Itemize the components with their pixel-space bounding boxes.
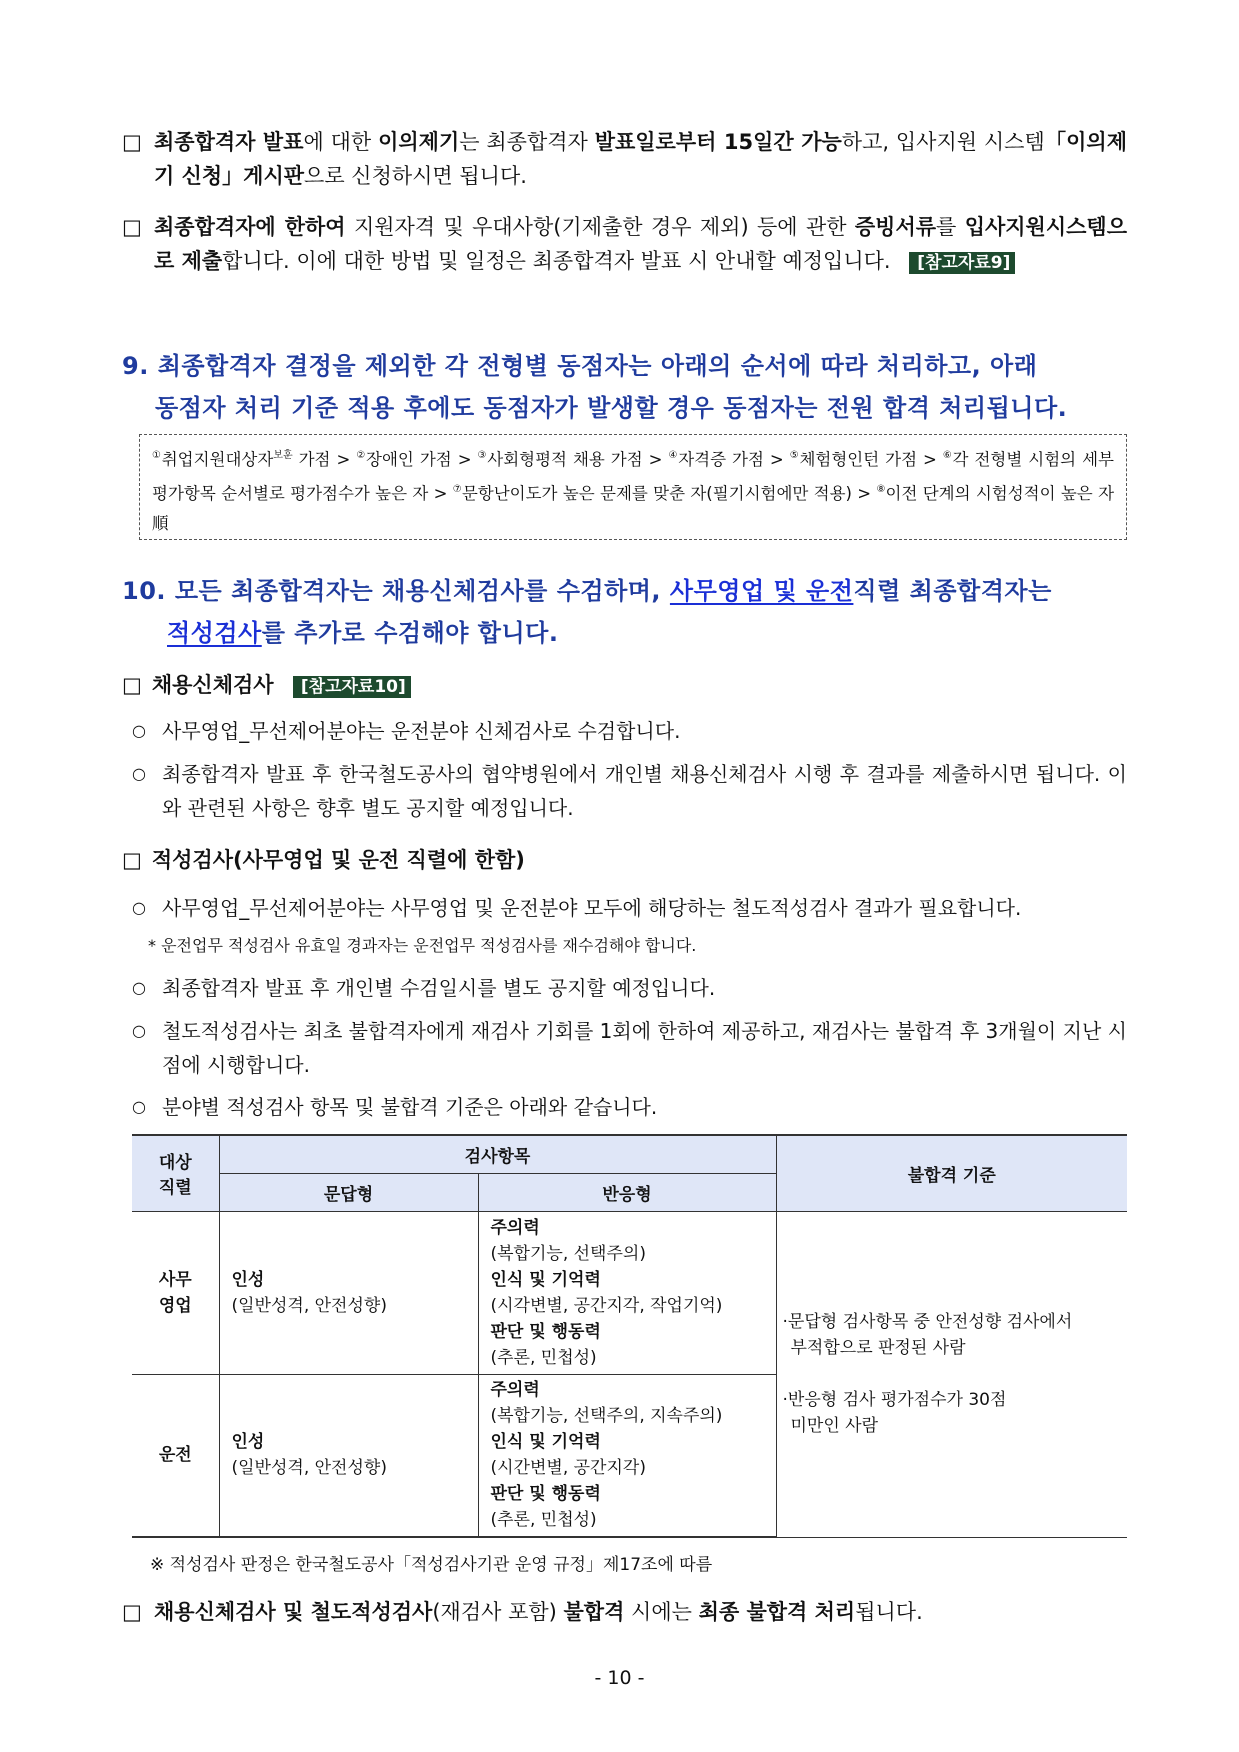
section-10-heading: 10. 모든 최종합격자는 채용신체검사를 수검하며, 사무영업 및 운전직렬 최종합격자는 적성검사를 추가로 수검해야 합니다. bbox=[122, 577, 1052, 647]
aptitude-subheading: □ 적성검사(사무영업 및 운전 직렬에 한함) bbox=[122, 848, 525, 872]
tie-break-rules-box: ①취업지원대상자$^{보훈}$ 가점 > ②장애인 가점 > ③사회형평적 채용 가점 > ④자격증 가점 > ⑤체험형인턴 가점 > ⑥각 전형별 시험의 세부 평가항목 순서별로 평가점수가 높은 자 > ⑦문항난이도가 높은 문제를 맞춘 자(필기시험에만 적용) > ⑧이전 단계의 시험성적이 높은 자 順 bbox=[139, 434, 1127, 540]
objection-paragraph: □ 최종합격자 발표에 대한 이의제기는 최종합격자 발표일로부터 15일간 가능하고, 입사지원 시스템「이의제기 신청」게시판으로 신청하시면 됩니다. bbox=[122, 125, 1127, 193]
page-number: - 10 - bbox=[594, 1667, 645, 1689]
list-item: ○ 사무영업_무선제어분야는 운전분야 신체검사로 수검합니다. bbox=[132, 719, 681, 743]
table-row: 사무 영업 인성 (일반성격, 안전성향) 주의력 (복합기능, 선택주의) 인식 및 기억력 (시각변별, 공간지각, 작업기억) 판단 및 행동력 (추론, 민첩성) ·문답형 검사항목 중 안전성향 검사에서 부적합으로 판정된 사람 ·반응형 검사 평가점수가 30점 미만인 사람 bbox=[132, 1211, 1127, 1374]
header-questionnaire: 문답형 bbox=[219, 1173, 478, 1211]
office-driving-link[interactable]: 사무영업 및 운전 bbox=[669, 577, 854, 605]
header-reaction: 반응형 bbox=[478, 1173, 776, 1211]
section-9-heading: 9. 최종합격자 결정을 제외한 각 전형별 동점자는 아래의 순서에 따라 처리하고, 아래 동점자 처리 기준 적용 후에도 동점자가 발생할 경우 동점자는 전원 합격 처리됩니다. bbox=[122, 352, 1068, 422]
checkbox-bullet: □ bbox=[122, 130, 142, 154]
header-fail-criteria: 불합격 기준 bbox=[776, 1135, 1127, 1211]
regulation-note: ※ 적성검사 판정은 한국철도공사「적성검사기관 운영 규정」제17조에 따름 bbox=[150, 1555, 713, 1575]
fail-criteria-cell: ·문답형 검사항목 중 안전성향 검사에서 부적합으로 판정된 사람 ·반응형 검사 평가점수가 30점 미만인 사람 bbox=[776, 1211, 1127, 1537]
list-item: ○ 사무영업_무선제어분야는 사무영업 및 운전분야 모두에 해당하는 철도적성검사 결과가 필요합니다. bbox=[132, 896, 1022, 920]
aptitude-criteria-table bbox=[132, 1134, 1127, 1538]
checkbox-bullet: □ bbox=[122, 215, 142, 239]
checkbox-bullet: □ bbox=[122, 1600, 142, 1624]
physical-exam-subheading: □ 채용신체검사 [ 참고자료10 ] bbox=[122, 668, 411, 702]
header-items: 검사항목 bbox=[219, 1135, 776, 1173]
reference-tag-9: [ 참고자료9 ] bbox=[909, 252, 1015, 274]
footnote: * 운전업무 적성검사 유효일 경과자는 운전업무 적성검사를 재수검해야 합니다. bbox=[148, 936, 697, 955]
list-item: ○ 최종합격자 발표 후 개인별 수검일시를 별도 공지할 예정입니다. bbox=[132, 976, 716, 1000]
list-item: ○ 최종합격자 발표 후 한국철도공사의 협약병원에서 개인별 채용신체검사 시행 후 결과를 제출하시면 됩니다. 이와 관련된 사항은 향후 별도 공지할 예정입니다. bbox=[132, 762, 1127, 820]
aptitude-test-link[interactable]: 적성검사 bbox=[167, 619, 262, 647]
reference-tag-10: [ 참고자료10 ] bbox=[293, 676, 411, 698]
list-item: ○ 철도적성검사는 최초 불합격자에게 재검사 기회를 1회에 한하여 제공하고, 재검사는 불합격 후 3개월이 지난 시점에 시행합니다. bbox=[132, 1019, 1127, 1077]
documents-paragraph: □ 최종합격자에 한하여 지원자격 및 우대사항(기제출한 경우 제외) 등에 관한 증빙서류를 입사지원시스템으로 제출합니다. 이에 대한 방법 및 일정은 최종합격자 발표 시 안내할 예정입니다. [ 참고자료9 ] bbox=[122, 210, 1127, 278]
final-fail-paragraph: □ 채용신체검사 및 철도적성검사(재검사 포함) 불합격 시에는 최종 불합격 처리됩니다. bbox=[122, 1595, 1127, 1629]
header-target: 대상 직렬 bbox=[132, 1135, 219, 1211]
table-row: 운전 인성 (일반성격, 안전성향) 주의력 (복합기능, 선택주의, 지속주의) 인식 및 기억력 (시간변별, 공간지각) 판단 및 행동력 (추론, 민첩성) bbox=[132, 1374, 1127, 1537]
list-item: ○ 분야별 적성검사 항목 및 불합격 기준은 아래와 같습니다. bbox=[132, 1095, 658, 1119]
